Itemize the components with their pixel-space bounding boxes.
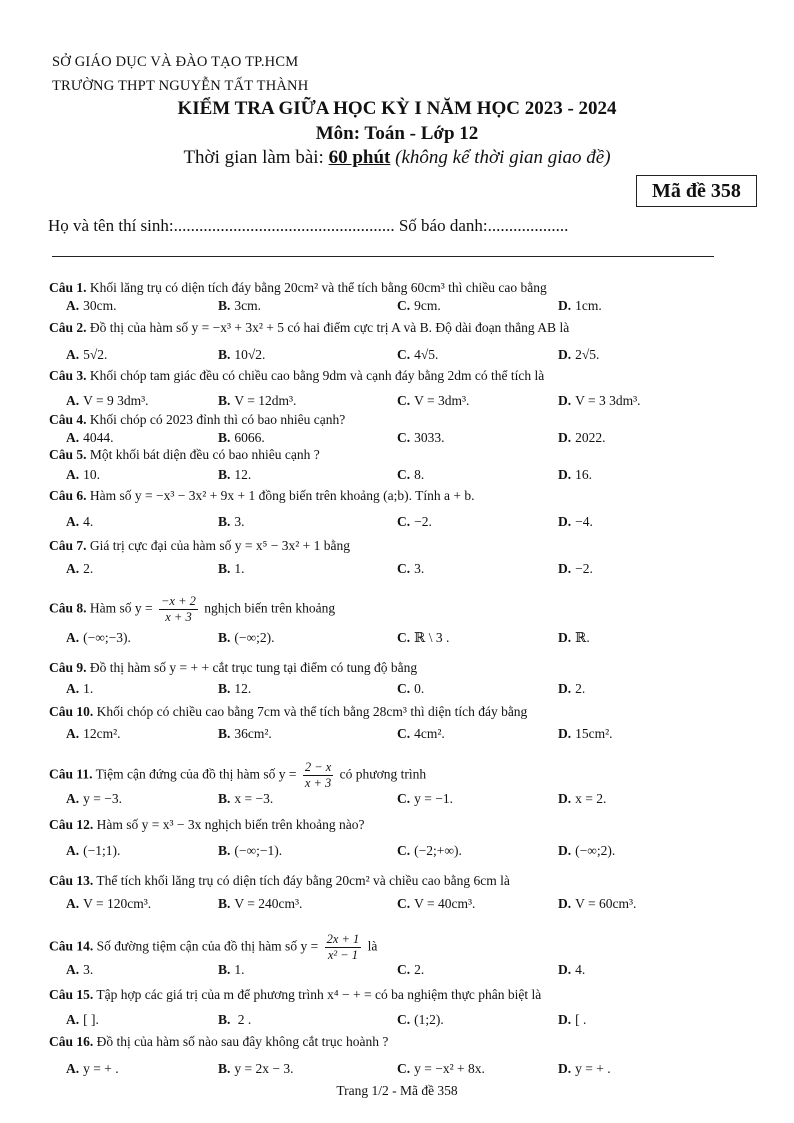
answer-option [218, 726, 272, 742]
answer-option [66, 347, 107, 363]
option-letter: C. [397, 347, 411, 362]
option-letter: A. [66, 962, 80, 977]
question-text: có phương trình [336, 766, 427, 782]
question-text: Giá trị cực đại của hàm số y = x⁵ − 3x² + 1 bằng [86, 538, 350, 553]
candidate-info-line: Họ và tên thí sinh:.................................................... Số báo danh:................... [48, 216, 569, 235]
option-letter: A. [66, 630, 80, 645]
question-number: Câu 4. [49, 412, 87, 427]
question-number: Câu 13. [49, 873, 94, 888]
subject-line: Môn: Toán - Lớp 12 [315, 123, 479, 144]
question-number: Câu 1. [49, 280, 87, 295]
option-value: 3033. [414, 430, 445, 445]
option-value: 9cm. [414, 298, 441, 313]
option-value: x = −3. [234, 791, 274, 806]
option-letter: D. [558, 393, 572, 408]
option-value: 5√2. [83, 347, 108, 362]
option-value: 30cm. [83, 298, 117, 313]
option-letter: D. [558, 843, 572, 858]
answer-option [558, 630, 590, 646]
option-letter: C. [397, 298, 411, 313]
option-letter: B. [218, 514, 231, 529]
question-text: Số đường tiệm cận của đồ thị hàm số y = [93, 938, 322, 954]
exam-code-box: Mã đề 358 [636, 175, 757, 207]
option-value: [ ]. [83, 1012, 99, 1027]
option-letter: B. [218, 1012, 231, 1027]
option-letter: C. [397, 791, 411, 806]
answer-option [66, 467, 100, 483]
option-letter: A. [66, 1061, 80, 1076]
question-number: Câu 5. [49, 447, 87, 462]
option-letter: A. [66, 298, 80, 313]
answer-option [218, 791, 273, 807]
question-stem [49, 760, 426, 791]
option-value: y = + . [575, 1061, 611, 1076]
question-text: Một khối bát diện đều có bao nhiêu cạnh ? [86, 447, 320, 462]
answer-option [218, 393, 296, 409]
fraction [303, 760, 333, 791]
option-value: 12cm². [83, 726, 121, 741]
question-stem [49, 488, 475, 504]
option-letter: D. [558, 514, 572, 529]
option-value: 3cm. [234, 298, 262, 313]
option-letter: A. [66, 791, 80, 806]
answer-option [218, 843, 282, 859]
option-value: y = −1. [414, 791, 453, 806]
option-letter: C. [397, 962, 411, 977]
option-letter: A. [66, 1012, 80, 1027]
option-value: (−2;+∞). [414, 843, 462, 858]
answer-option [66, 962, 93, 978]
exam-title: KIỂM TRA GIỮA HỌC KỲ I NĂM HỌC 2023 - 2024 [177, 98, 617, 119]
question-text: Thể tích khối lăng trụ có diện tích đáy bằng 20cm² và chiều cao bằng 6cm là [93, 873, 510, 888]
question-text: Đồ thị của hàm số nào sau đây không cắt trục hoành ? [93, 1034, 389, 1049]
answer-option [66, 298, 117, 314]
question-number: Câu 3. [49, 368, 87, 383]
option-value: 1cm. [575, 298, 602, 313]
option-letter: C. [397, 393, 411, 408]
option-letter: B. [218, 347, 231, 362]
option-letter: D. [558, 726, 572, 741]
option-value: y = −3. [83, 791, 122, 806]
option-value: 2 . [234, 1012, 252, 1027]
option-letter: B. [218, 430, 231, 445]
answer-option [558, 467, 592, 483]
option-letter: D. [558, 681, 572, 696]
question-stem [49, 538, 350, 554]
option-value: V = 60cm³. [575, 896, 637, 911]
option-letter: A. [66, 726, 80, 741]
option-value: 2√5. [575, 347, 600, 362]
option-value: 3. [83, 962, 94, 977]
answer-option [397, 430, 445, 446]
option-letter: B. [218, 467, 231, 482]
option-value: x = 2. [575, 791, 607, 806]
answer-option [66, 681, 93, 697]
option-letter: D. [558, 347, 572, 362]
answer-option [218, 1061, 294, 1077]
option-letter: A. [66, 393, 80, 408]
question-text: là [364, 938, 378, 954]
option-value: V = 40cm³. [414, 896, 476, 911]
answer-option [218, 514, 245, 530]
question-text: Khối lăng trụ có diện tích đáy bằng 20cm² và thể tích bằng 60cm³ thì chiều cao bằng [86, 280, 547, 295]
answer-option [558, 514, 593, 530]
option-letter: C. [397, 467, 411, 482]
option-value: 12. [234, 681, 252, 696]
option-value: y = 2x − 3. [234, 1061, 294, 1076]
option-value: 6066. [234, 430, 265, 445]
answer-option [558, 1012, 586, 1028]
option-value: 15cm². [575, 726, 613, 741]
option-value: 4. [575, 962, 586, 977]
option-letter: C. [397, 1061, 411, 1076]
answer-option [397, 726, 445, 742]
answer-option [397, 681, 424, 697]
fraction-numerator: −x + 2 [161, 594, 196, 608]
option-letter: D. [558, 1012, 572, 1027]
answer-option [558, 726, 613, 742]
answer-option [218, 467, 251, 483]
answer-option [397, 1061, 485, 1077]
option-letter: B. [218, 962, 231, 977]
option-letter: B. [218, 393, 231, 408]
answer-option [397, 1012, 444, 1028]
answer-option [66, 630, 131, 646]
question-number: Câu 9. [49, 660, 87, 675]
answer-option [218, 347, 265, 363]
option-value: 16. [575, 467, 592, 482]
answer-option [66, 843, 120, 859]
option-letter: C. [397, 561, 411, 576]
option-value: 4. [83, 514, 94, 529]
question-number: Câu 14. [49, 938, 94, 954]
option-value: (−∞;2). [575, 843, 616, 858]
fraction-denominator: x + 3 [165, 610, 192, 624]
option-letter: C. [397, 1012, 411, 1027]
option-value: 1. [234, 561, 245, 576]
question-stem [49, 412, 345, 428]
answer-option [558, 896, 636, 912]
question-text: nghịch biến trên khoảng [200, 600, 336, 616]
option-value: 12. [234, 467, 252, 482]
answer-option [66, 561, 93, 577]
question-stem [49, 660, 417, 676]
fraction-numerator: 2 − x [304, 760, 332, 774]
question-number: Câu 8. [49, 600, 87, 616]
option-letter: B. [218, 681, 231, 696]
question-number: Câu 16. [49, 1034, 94, 1049]
answer-option [558, 430, 606, 446]
option-letter: D. [558, 561, 572, 576]
question-text: Khối chóp có chiều cao bằng 7cm và thể tích bằng 28cm³ thì diện tích đáy bằng [93, 704, 528, 719]
option-value: 2. [414, 962, 425, 977]
option-value: 3. [414, 561, 425, 576]
option-letter: A. [66, 430, 80, 445]
question-stem [49, 368, 544, 384]
answer-option [66, 791, 122, 807]
answer-option [397, 962, 424, 978]
option-letter: B. [218, 561, 231, 576]
option-value: −2. [414, 514, 432, 529]
option-letter: B. [218, 1061, 231, 1076]
answer-option [397, 896, 475, 912]
answer-option [558, 561, 593, 577]
school-name: TRƯỜNG THPT NGUYỄN TẤT THÀNH [52, 78, 309, 94]
option-letter: A. [66, 843, 80, 858]
answer-option [558, 681, 585, 697]
answer-option [397, 467, 424, 483]
header-divider [52, 256, 714, 257]
option-letter: A. [66, 514, 80, 529]
answer-option [218, 561, 245, 577]
option-value: 4√5. [414, 347, 439, 362]
answer-option [66, 514, 93, 530]
answer-option [66, 726, 121, 742]
time-value: 60 phút [328, 147, 391, 168]
option-letter: D. [558, 467, 572, 482]
option-value: (−∞;2). [234, 630, 275, 645]
answer-option [397, 298, 441, 314]
question-number: Câu 6. [49, 488, 87, 503]
question-text: Tập hợp các giá trị của m để phương trình x⁴ − + = có ba nghiệm thực phân biệt là [93, 987, 542, 1002]
time-prefix: Thời gian làm bài: [183, 147, 329, 168]
answer-option [66, 896, 151, 912]
question-text: Hàm số y = [86, 600, 156, 616]
question-stem [49, 280, 547, 296]
answer-option [397, 791, 453, 807]
question-stem [49, 932, 377, 963]
option-letter: B. [218, 298, 231, 313]
question-number: Câu 7. [49, 538, 87, 553]
option-letter: D. [558, 896, 572, 911]
time-line [0, 147, 794, 169]
question-number: Câu 11. [49, 766, 93, 782]
question-text: Khối chóp có 2023 đỉnh thì có bao nhiêu cạnh? [86, 412, 346, 427]
answer-option [218, 681, 251, 697]
question-text: Đồ thị hàm số y = + + cắt trục tung tại điểm có tung độ bằng [86, 660, 418, 675]
option-letter: C. [397, 896, 411, 911]
option-letter: A. [66, 561, 80, 576]
answer-option [218, 630, 275, 646]
option-letter: C. [397, 726, 411, 741]
answer-option [66, 1012, 99, 1028]
question-stem [49, 594, 335, 625]
answer-option [397, 561, 424, 577]
option-letter: D. [558, 298, 572, 313]
option-value: 10. [83, 467, 100, 482]
answer-option [218, 896, 302, 912]
option-letter: C. [397, 630, 411, 645]
option-letter: D. [558, 1061, 572, 1076]
option-value: (−1;1). [83, 843, 121, 858]
answer-option [558, 393, 641, 409]
question-text: Đồ thị của hàm số y = −x³ + 3x² + 5 có hai điểm cực trị A và B. Độ dài đoạn thẳng AB là [86, 320, 570, 335]
option-value: V = 3dm³. [414, 393, 470, 408]
answer-option [558, 298, 602, 314]
page-footer: Trang 1/2 - Mã đề 358 [336, 1083, 458, 1098]
option-value: (−∞;−1). [234, 843, 283, 858]
time-note: (không kể thời gian giao đề) [390, 147, 611, 168]
option-letter: C. [397, 843, 411, 858]
option-value: V = 12dm³. [234, 393, 297, 408]
option-value: V = 120cm³. [83, 896, 152, 911]
answer-option [397, 393, 469, 409]
option-value: ℝ. [575, 630, 590, 645]
fraction-denominator: x² − 1 [327, 948, 359, 962]
option-value: 36cm². [234, 726, 272, 741]
option-letter: B. [218, 791, 231, 806]
option-value: y = −x² + 8x. [414, 1061, 485, 1076]
answer-option [558, 1061, 611, 1077]
answer-option [558, 962, 585, 978]
question-stem [49, 987, 541, 1003]
option-value: 2022. [575, 430, 606, 445]
option-value: 8. [414, 467, 425, 482]
option-value: 1. [83, 681, 94, 696]
option-value: 4cm². [414, 726, 445, 741]
option-value: 2. [83, 561, 94, 576]
option-value: y = + . [83, 1061, 119, 1076]
option-letter: B. [218, 726, 231, 741]
option-value: 1. [234, 962, 245, 977]
option-letter: D. [558, 791, 572, 806]
question-number: Câu 15. [49, 987, 94, 1002]
question-number: Câu 12. [49, 817, 94, 832]
option-value: [ . [575, 1012, 587, 1027]
option-letter: D. [558, 630, 572, 645]
option-letter: D. [558, 962, 572, 977]
fraction-numerator: 2x + 1 [326, 932, 360, 946]
fraction-denominator: x + 3 [304, 776, 332, 790]
answer-option [558, 791, 606, 807]
fraction [325, 932, 362, 963]
answer-option [66, 430, 114, 446]
department-name: SỞ GIÁO DỤC VÀ ĐÀO TẠO TP.HCM [52, 54, 299, 70]
option-value: ℝ \ 3 . [414, 630, 450, 645]
question-stem [49, 817, 365, 833]
option-value: V = 3 3dm³. [575, 393, 641, 408]
option-value: 2. [575, 681, 586, 696]
option-value: V = 240cm³. [234, 896, 303, 911]
answer-option [218, 1012, 251, 1028]
question-stem [49, 704, 527, 720]
answer-option [66, 393, 149, 409]
option-letter: C. [397, 681, 411, 696]
answer-option [397, 514, 432, 530]
answer-option [218, 430, 265, 446]
option-letter: A. [66, 467, 80, 482]
option-value: (1;2). [414, 1012, 444, 1027]
option-letter: A. [66, 896, 80, 911]
answer-option [397, 347, 438, 363]
answer-option [218, 298, 261, 314]
option-letter: C. [397, 430, 411, 445]
answer-option [558, 347, 599, 363]
option-value: 10√2. [234, 347, 266, 362]
question-number: Câu 10. [49, 704, 94, 719]
option-letter: A. [66, 681, 80, 696]
question-text: Hàm số y = −x³ − 3x² + 9x + 1 đồng biến trên khoảng (a;b). Tính a + b. [86, 488, 475, 503]
fraction [159, 594, 198, 625]
answer-option [558, 843, 615, 859]
option-value: −4. [575, 514, 593, 529]
option-value: −2. [575, 561, 593, 576]
option-value: 0. [414, 681, 425, 696]
question-number: Câu 2. [49, 320, 87, 335]
option-letter: C. [397, 514, 411, 529]
question-text: Tiệm cận đứng của đồ thị hàm số y = [92, 766, 300, 782]
option-value: V = 9 3dm³. [83, 393, 149, 408]
answer-option [397, 843, 462, 859]
option-value: 3. [234, 514, 245, 529]
question-text: Hàm số y = x³ − 3x nghịch biến trên khoảng nào? [93, 817, 365, 832]
answer-option [66, 1061, 119, 1077]
option-value: 4044. [83, 430, 114, 445]
question-stem [49, 320, 569, 336]
option-letter: D. [558, 430, 572, 445]
option-value: (−∞;−3). [83, 630, 131, 645]
answer-option [397, 630, 449, 646]
question-stem [49, 1034, 388, 1050]
option-letter: B. [218, 630, 231, 645]
option-letter: B. [218, 843, 231, 858]
question-stem [49, 873, 510, 889]
question-stem [49, 447, 320, 463]
option-letter: B. [218, 896, 231, 911]
answer-option [218, 962, 245, 978]
option-letter: A. [66, 347, 80, 362]
question-text: Khối chóp tam giác đều có chiều cao bằng 9dm và cạnh đáy bằng 2dm có thể tích là [86, 368, 545, 383]
